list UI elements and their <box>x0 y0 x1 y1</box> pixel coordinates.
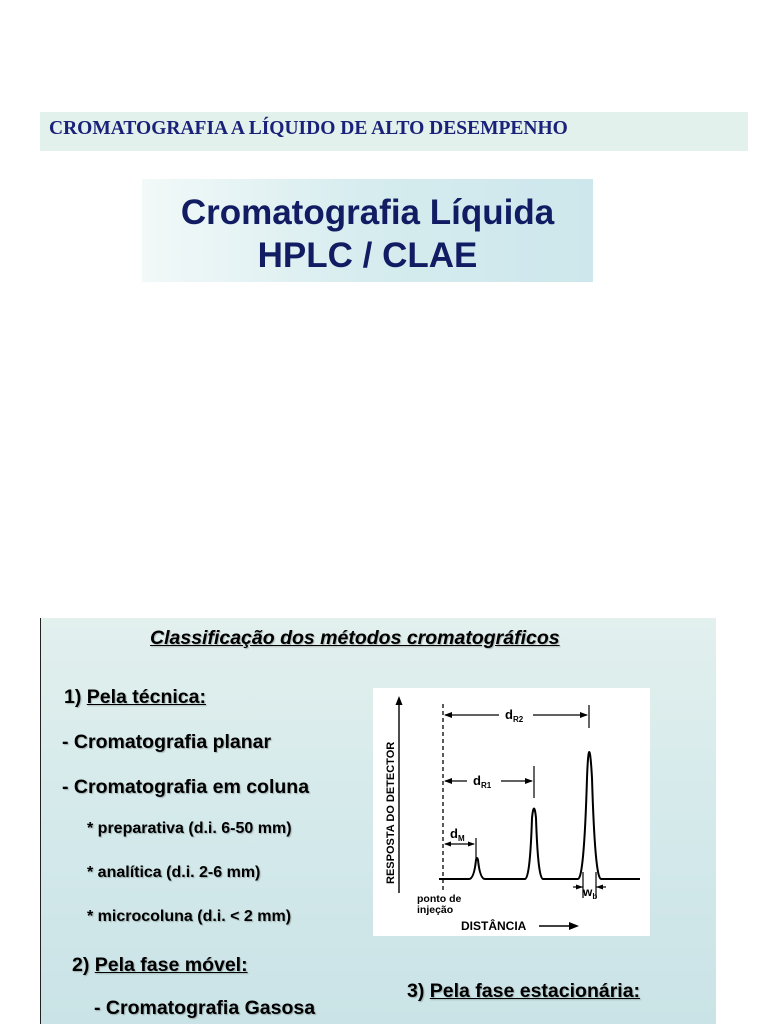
title-line-1: Cromatografia Líquida <box>180 193 555 232</box>
section-2-heading <box>72 954 248 977</box>
header-title: CROMATOGRAFIA A LÍQUIDO DE ALTO DESEMPENHO <box>49 118 568 139</box>
item-gasosa: - Cromatografia Gasosa <box>94 997 316 1019</box>
panel-title: Classificação dos métodos cromatográficos <box>150 627 560 649</box>
section-1-number: 1) <box>64 686 82 708</box>
wb-right-arrowhead <box>596 885 603 890</box>
section-3-title: Pela fase estacionária: <box>429 980 641 1002</box>
injection-label-2: injeção <box>417 904 454 916</box>
section-1-title: Pela técnica: <box>86 686 206 708</box>
dm-arrow-right <box>468 842 475 847</box>
x-axis-arrowhead <box>569 922 579 930</box>
chromatogram-svg <box>373 688 650 936</box>
section-1-heading <box>64 686 206 709</box>
chromatogram-figure <box>373 688 650 936</box>
item-coluna: - Cromatografia em coluna <box>62 776 310 798</box>
section-3-heading <box>407 980 640 1003</box>
subitem-preparativa: * preparativa (d.i. 6-50 mm) <box>87 820 292 837</box>
section-3-number: 3) <box>407 980 425 1002</box>
dm-label: $d_M$ <box>450 826 465 843</box>
section-2-title: Pela fase móvel: <box>94 954 248 976</box>
dr1-arrow-right <box>525 778 533 784</box>
dr2-arrow-right <box>580 712 588 718</box>
y-axis-arrowhead <box>396 696 403 705</box>
injection-label-1: ponto de <box>417 893 462 905</box>
section-2-number: 2) <box>72 954 90 976</box>
item-planar: - Cromatografia planar <box>62 731 272 753</box>
subitem-microcoluna: * microcoluna (d.i. < 2 mm) <box>87 908 292 925</box>
dr2-label: $d_{R2}$ <box>505 707 524 724</box>
wb-label: $w_b$ <box>583 885 598 901</box>
chromatogram-trace <box>439 752 640 879</box>
subitem-analitica: * analítica (d.i. 2-6 mm) <box>87 864 261 881</box>
dm-arrow-left <box>444 842 451 847</box>
title-box <box>142 179 593 282</box>
dr1-label: $d_{R1}$ <box>473 773 492 790</box>
dr2-arrow-left <box>444 712 452 718</box>
title-line-2: HPLC / CLAE <box>257 236 478 275</box>
y-axis-label: RESPOSTA DO DETECTOR <box>385 741 397 884</box>
x-axis-label: DISTÂNCIA <box>461 919 527 933</box>
wb-left-arrowhead <box>576 885 583 890</box>
dr1-arrow-left <box>444 778 452 784</box>
